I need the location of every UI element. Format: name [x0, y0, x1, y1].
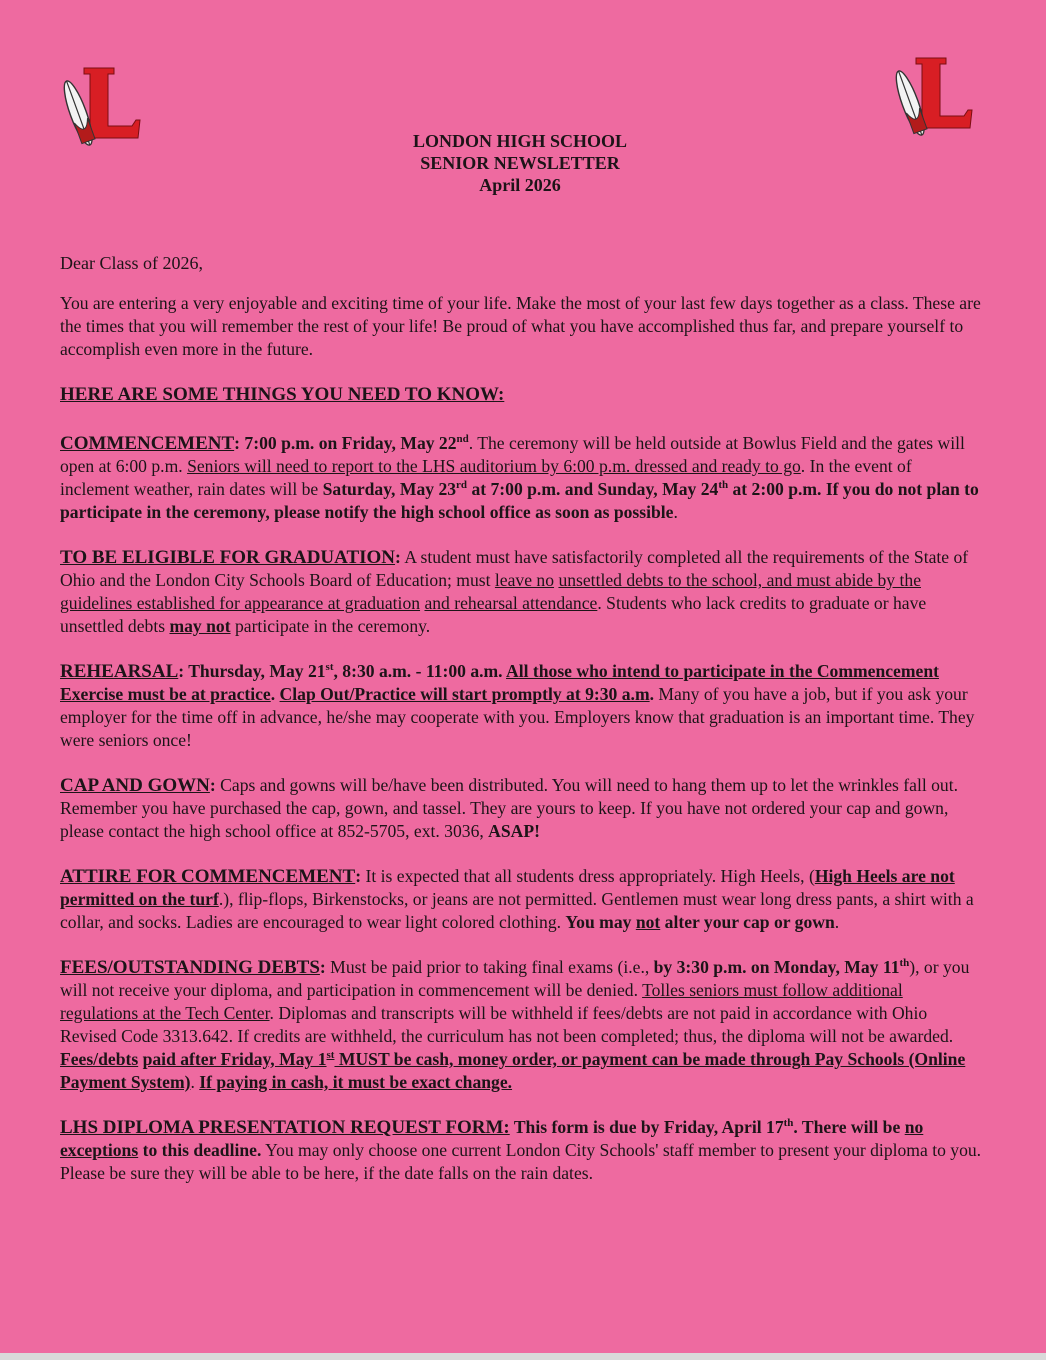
attire-section: ATTIRE FOR COMMENCEMENT: It is expected that all students dress appropriately. High Heels, (High Heels are not permitted on the turf.), flip-flops, Birkenstocks, or jeans are not permitted. Gentlemen must wear long dress pants, a shirt with a collar, and socks. Ladies are encouraged to wear light colored clothing. You may not alter your cap or gown. — [60, 866, 974, 932]
diploma-no-exceptions: no exceptions — [60, 1117, 924, 1160]
fees-deadline: by 3:30 p.m. on Monday, May 11 — [653, 957, 900, 977]
rehearsal-period: . — [649, 684, 655, 704]
school-logo-left-icon — [56, 62, 146, 152]
commencement-label: COMMENCEMENT — [60, 433, 235, 454]
fees-deadline-sup: th — [899, 957, 910, 970]
commencement-rain-date-1: Saturday, May 23 — [322, 479, 457, 499]
diploma-due-date: This form is due by Friday, April 17 — [509, 1117, 784, 1137]
diploma-section — [60, 1116, 985, 1185]
cap-gown-asap: ASAP! — [488, 821, 540, 841]
school-logo-right-icon — [888, 52, 978, 142]
eligibility-u-1: leave no — [494, 570, 555, 590]
commencement-text-1: . The ceremony will be held outside at Bowlus Field and the gates will open at 6:00 p.m. — [60, 433, 965, 476]
fees-paid-after: paid after Friday, May 1 — [142, 1049, 327, 1069]
fees-text-2: ), or you will not receive your diploma, and participation in commencement will be denied. — [60, 957, 970, 1000]
attire-heels-note: High Heels are not permitted on the turf — [60, 866, 955, 909]
eligibility-section: TO BE ELIGIBLE FOR GRADUATION: A student must have satisfactorily completed all the requirements of the State of Ohio and the London City Schools Board of Education; must leave no unsettled debts to the school, and must abide by the guidelines established for appearance at graduation and rehearsal attendance. Students who lack credits to graduate or have unsettled debts may not participate in the ceremony. — [60, 547, 969, 636]
commencement-rain-sup-1: rd — [456, 479, 468, 492]
newsletter-body — [60, 280, 985, 1207]
attire-text-1: It is expected that all students dress appropriately. High Heels, ( — [361, 866, 815, 886]
fees-paid-after-sup: st — [326, 1049, 335, 1062]
eligibility-may-not: may not — [169, 616, 231, 636]
fees-label: FEES/OUTSTANDING DEBTS — [60, 957, 320, 978]
main-heading-text: HERE ARE SOME THINGS YOU NEED TO KNOW — [60, 384, 498, 405]
attire-alter-note: alter your cap or gown — [660, 912, 835, 932]
newsletter-header — [300, 130, 740, 196]
commencement-time: 7:00 p.m. on Friday, May 22 — [244, 433, 457, 453]
cap-gown-text: Caps and gowns will be/have been distributed. You will need to hang them up to let the wrinkles fall out. Remember you have purchased the cap, gown, and tassel. They are yours to keep. If you have not ordered your cap and gown, please contact the high school office at 852-5705, ext. 3036, — [60, 775, 959, 841]
fees-tolles-note: Tolles seniors must follow additional regulations at the Tech Center — [60, 980, 903, 1023]
attire-label: ATTIRE FOR COMMENCEMENT — [60, 866, 356, 887]
fees-section: FEES/OUTSTANDING DEBTS: Must be paid prior to taking final exams (i.e., by 3:30 p.m. on Monday, May 11th), or you will not receive your diploma, and participation in commencement will be denied. Tolles seniors must follow additional regulations at the Tech Center. Diplomas and transcripts will be withheld if fees/debts are not paid in accordance with Ohio Revised Code 3313.642. If credits are withheld, the curriculum has not been completed; thus, the diploma will not be awarded. Fees/debts paid after Friday, May 1st MUST be cash, money order, or payment can be made through Pay Schools (Online Payment System). If paying in cash, it must be exact change. — [60, 957, 970, 1092]
newsletter-date: April 2026 — [479, 175, 561, 195]
fees-text-1: Must be paid prior to taking final exams (i.e., — [325, 957, 654, 977]
scan-edge — [0, 1353, 1046, 1360]
rehearsal-clap-out-note: Clap Out/Practice will start promptly at 9:30 a.m — [279, 684, 650, 704]
eligibility-u-2: unsettled debts to the school, and must abide by the guidelines established for appearance at graduation — [60, 570, 921, 613]
rehearsal-date: Thursday, May 21 — [184, 661, 326, 681]
diploma-due-sup: th — [783, 1117, 794, 1130]
greeting: Dear Class of 2026, — [60, 253, 203, 273]
newsletter-title: SENIOR NEWSLETTER — [420, 153, 620, 173]
cap-gown-section: CAP AND GOWN: Caps and gowns will be/have been distributed. You will need to hang them up to let the wrinkles fall out. Remember you have purchased the cap, gown, and tassel. They are yours to keep. If you have not ordered your cap and gown, please contact the high school office at 852-5705, ext. 3036, ASAP! — [60, 775, 959, 841]
commencement-rain-date-2: at 7:00 p.m. and Sunday, May 24 — [467, 479, 719, 499]
attire-text-2: .), flip-flops, Birkenstocks, or jeans are not permitted. Gentlemen must wear long dress pants, a shirt with a collar, and socks. Ladies are encouraged to wear light colored clothing. — [60, 889, 974, 932]
rehearsal-sep: . — [270, 684, 280, 704]
eligibility-u-3: and rehearsal attendance — [424, 593, 598, 613]
eligibility-text-1: A student must have satisfactorily completed all the requirements of the State of Ohio and the London City Schools Board of Education; must — [60, 547, 969, 590]
fees-exact-change: If paying in cash, it must be exact change. — [199, 1072, 513, 1092]
attire-text-3: . — [834, 912, 840, 932]
fees-payment-methods: MUST be cash, money order, or payment can be made through Pay Schools (Online Payment System) — [60, 1049, 966, 1092]
intro-paragraph: You are entering a very enjoyable and exciting time of your life. Make the most of your last few days together as a class. These are the times that you will remember the rest of your life! Be proud of what you have accomplished thus far, and prepare yourself to accomplish even more in the future. — [60, 293, 981, 359]
rehearsal-text: Many of you have a job, but if you ask your employer for the time off in advance, he/she may cooperate with you. Employers know that graduation is an important time. They were seniors once! — [60, 684, 975, 750]
fees-text-5: . — [190, 1072, 200, 1092]
commencement-text-2: . In the event of inclement weather, rain dates will be — [60, 456, 912, 499]
attire-you-may: You may — [565, 912, 636, 932]
diploma-deadline: to this deadline. — [138, 1140, 262, 1160]
diploma-there-will-be: . There will be — [793, 1117, 905, 1137]
fees-debts: Fees/debts — [60, 1049, 139, 1069]
commencement-rain-sup-2: th — [718, 479, 729, 492]
rehearsal-section: REHEARSAL: Thursday, May 21st, 8:30 a.m. - 11:00 a.m. All those who intend to participate in the Commencement Exercise must be at practice. Clap Out/Practice will start promptly at 9:30 a.m. Many of you have a job, but if you ask your employer for the time off in advance, he/she may cooperate with you. Employers know that graduation is an important time. They were seniors once! — [60, 661, 975, 750]
eligibility-label: TO BE ELIGIBLE FOR GRADUATION — [60, 547, 396, 568]
fees-text-3: . Diplomas and transcripts will be withheld if fees/debts are not paid in accordance with Ohio Revised Code 3313.642. If credits are withheld, the curriculum has not been completed; thus, the diploma will not be awarded. — [60, 1003, 954, 1046]
commencement-notify: at 2:00 p.m. If you do not plan to participate in the ceremony, please notify the high school office as soon as possible — [60, 479, 979, 522]
rehearsal-label: REHEARSAL — [60, 661, 179, 682]
school-name: LONDON HIGH SCHOOL — [412, 131, 628, 151]
main-heading: HERE ARE SOME THINGS YOU NEED TO KNOW: — [60, 384, 505, 405]
eligibility-text-5: participate in the ceremony. — [230, 616, 431, 636]
commencement-section: COMMENCEMENT: 7:00 p.m. on Friday, May 22nd. The ceremony will be held outside at Bowlus Field and the gates will open at 6:00 p.m. Seniors will need to report to the LHS auditorium by 6:00 p.m. dressed and ready to go. In the event of inclement weather, rain dates will be Saturday, May 23rd at 7:00 p.m. and Sunday, May 24th at 2:00 p.m. If you do not plan to participate in the ceremony, please notify the high school office as soon as possible. — [60, 433, 979, 522]
attire-not: not — [635, 912, 661, 932]
commencement-text-3: . — [673, 502, 678, 522]
rehearsal-date-sup: st — [325, 661, 334, 674]
commencement-report-note: Seniors will need to report to the LHS auditorium by 6:00 p.m. dressed and ready to go — [187, 456, 801, 476]
eligibility-text-4: . Students who lack credits to graduate or have unsettled debts — [60, 593, 927, 636]
diploma-label: LHS DIPLOMA PRESENTATION REQUEST FORM: — [60, 1117, 510, 1138]
diploma-text: You may only choose one current London City Schools' staff member to present your diploma to you. Please be sure they will be able to be here, if the date falls on the rain dates. — [60, 1140, 982, 1183]
cap-gown-label: CAP AND GOWN — [60, 775, 210, 796]
commencement-time-sup: nd — [456, 433, 469, 446]
rehearsal-required-note: All those who intend to participate in the Commencement Exercise must be at practice — [60, 661, 939, 704]
rehearsal-time: , 8:30 a.m. - 11:00 a.m. — [333, 661, 507, 681]
